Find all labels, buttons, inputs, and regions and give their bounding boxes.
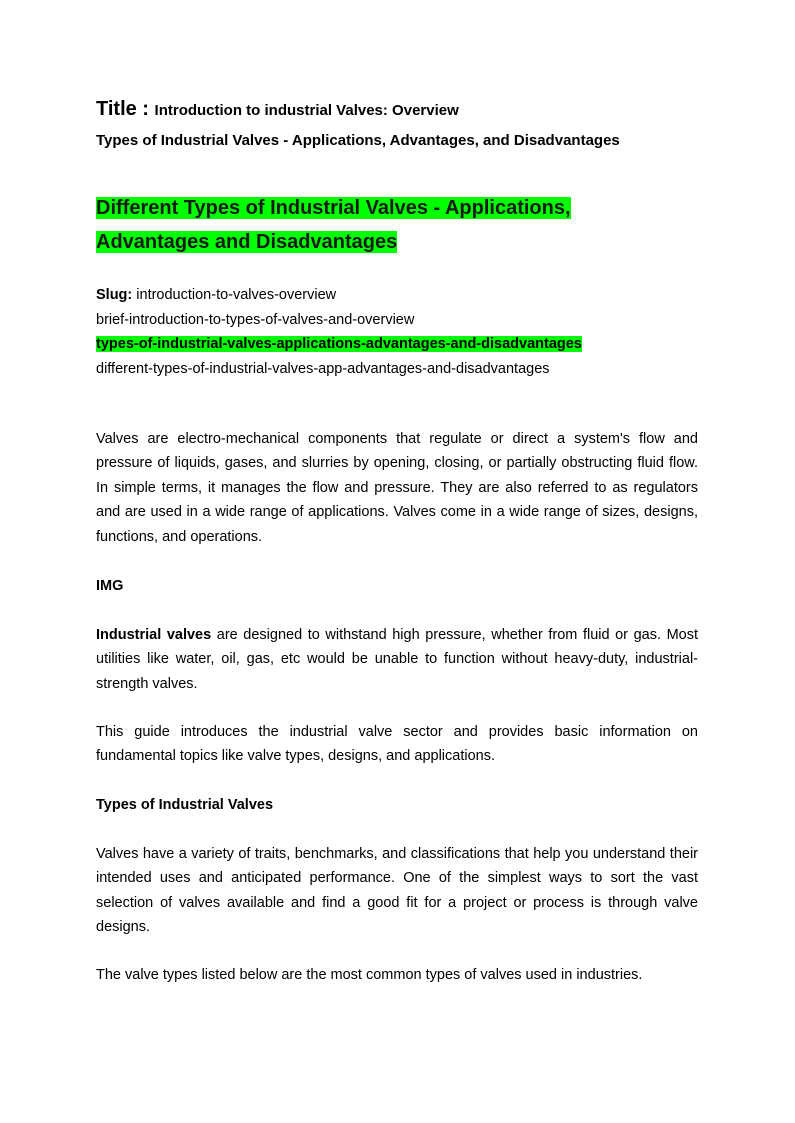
slug-item: brief-introduction-to-types-of-valves-and-overview <box>96 311 415 328</box>
title-label: Title : <box>96 98 155 120</box>
slug-label: Slug: <box>96 287 133 303</box>
types-heading: Types of Industrial Valves <box>96 797 274 813</box>
img-placeholder: IMG <box>96 578 124 594</box>
main-heading <box>96 191 698 259</box>
common-types-paragraph: The valve types listed below are the most common types of valves used in industries. <box>96 967 643 983</box>
intro-paragraph: Valves are electro-mechanical components that regulate or direct a system's flow and pressure of liquids, gases, and slurries by opening, closing, or partially obstructing fluid flow. In simple terms, it manages the flow and pressure. They are also referred to as regulators and are used in a wide range of applications. Valves come in a wide range of sizes, designs, functions, and operations. <box>96 431 698 545</box>
slug-item: introduction-to-valves-overview <box>136 287 337 303</box>
document-subtitle: Types of Industrial Valves - Applications, Advantages, and Disadvantages <box>96 132 620 149</box>
slug-line-1 <box>96 283 698 308</box>
industrial-valves-term: Industrial valves <box>96 627 212 643</box>
main-heading-line-1: Different Types of Industrial Valves - Applications, <box>96 197 571 219</box>
guide-paragraph: This guide introduces the industrial valve sector and provides basic information on fundamental topics like valve types, designs, and applications. <box>96 724 698 765</box>
slug-item-highlighted <box>96 332 698 357</box>
slug-item-highlight: types-of-industrial-valves-applications-advantages-and-disadvantages <box>96 336 582 352</box>
industrial-valves-paragraph <box>96 623 698 696</box>
traits-paragraph: Valves have a variety of traits, benchmarks, and classifications that help you understand their intended uses and anticipated performance. One of the simplest ways to sort the vast selection of valves available and find a good fit for a project or process is through valve designs. <box>96 846 698 936</box>
main-heading-line-2: Advantages and Disadvantages <box>96 231 398 253</box>
title-value: Introduction to industrial Valves: Overview <box>154 102 459 119</box>
document-title <box>96 98 459 121</box>
slug-block <box>96 283 698 381</box>
slug-item: different-types-of-industrial-valves-app-advantages-and-disadvantages <box>96 360 550 377</box>
industrial-valves-text: are designed to withstand high pressure, whether from fluid or gas. Most utilities like water, oil, gas, etc would be unable to function without heavy-duty, industrial-strength valves. <box>96 627 698 692</box>
